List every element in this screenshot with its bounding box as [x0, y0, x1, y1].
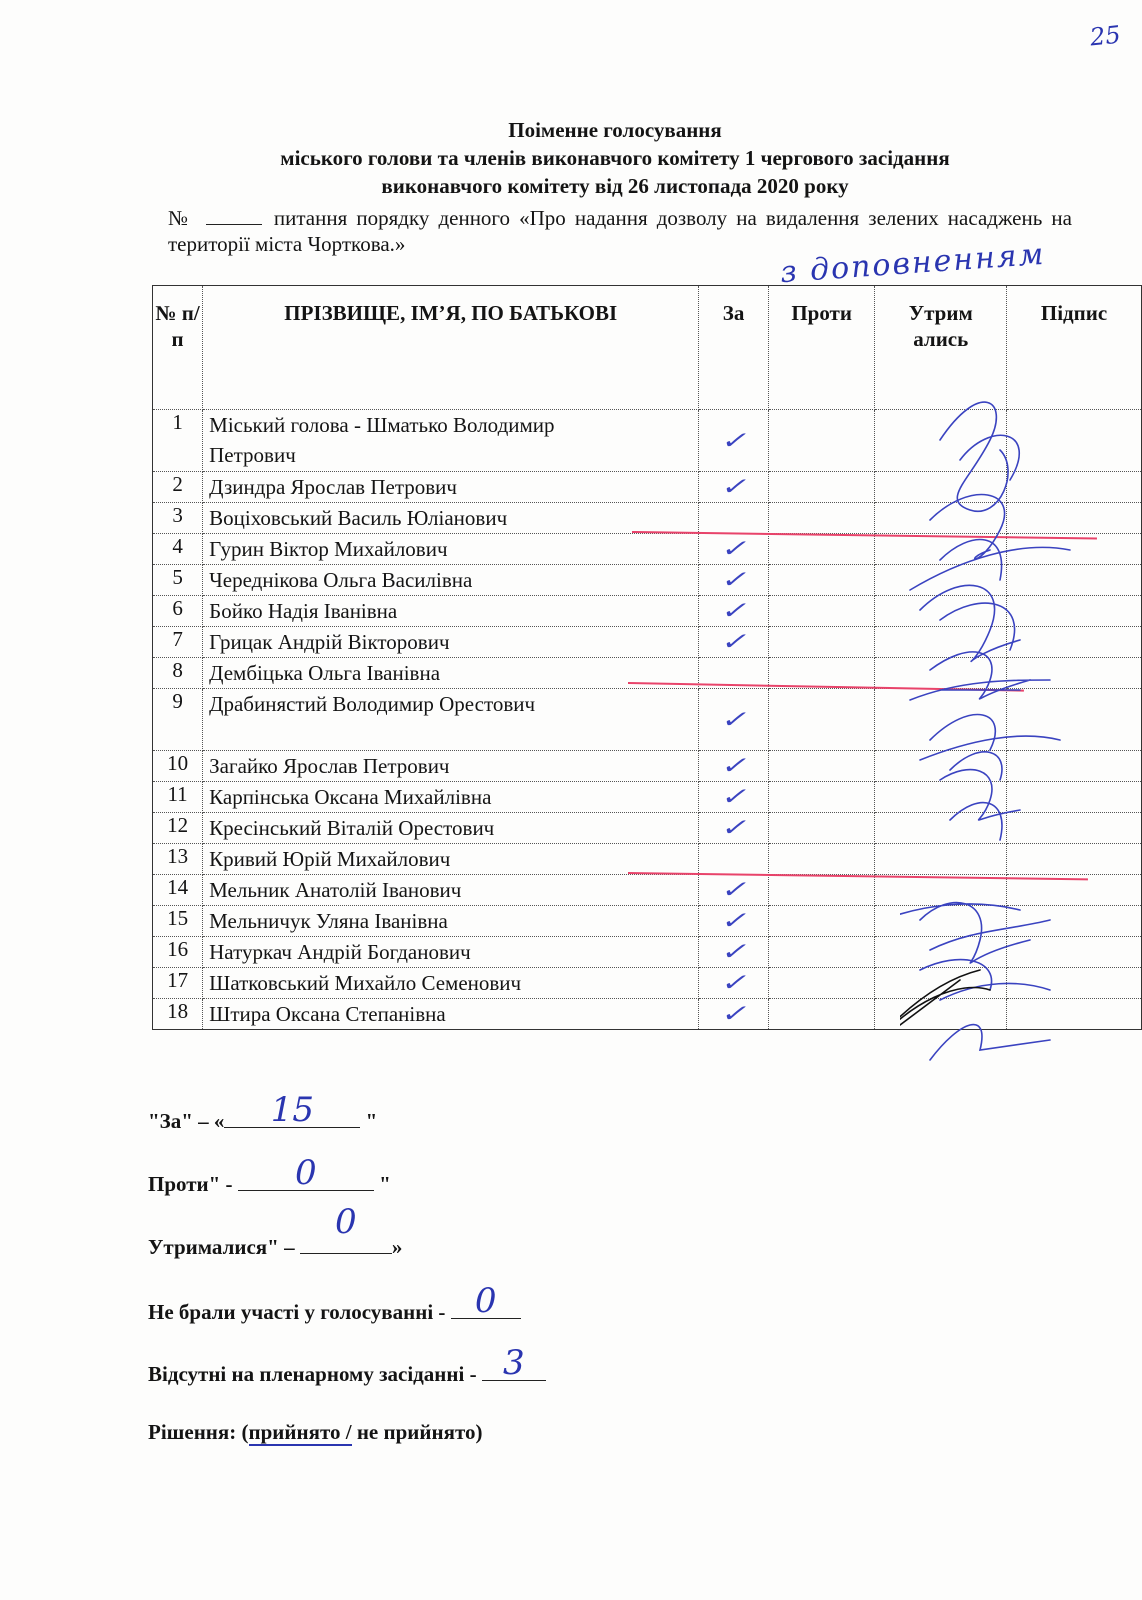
summary-abstained [148, 1202, 403, 1260]
row-number: 15 [153, 906, 203, 937]
heading-line-2: міського голови та членів виконавчого комітету 1 чергового засідання [280, 146, 950, 170]
row-vote-for [699, 906, 769, 937]
header-name: ПРІЗВИЩЕ, ІМ’Я, ПО БАТЬКОВІ [203, 286, 699, 410]
row-vote-for [699, 844, 769, 875]
summary-against-end: " [379, 1172, 391, 1196]
row-number: 1 [153, 410, 203, 472]
summary-abstained-blank [300, 1202, 392, 1254]
summary-against-value: 0 [294, 1153, 317, 1193]
row-vote-against [768, 503, 875, 534]
decision-accepted: прийнято / [248, 1420, 352, 1444]
agenda-number-sign: № [168, 206, 192, 230]
row-number: 11 [153, 782, 203, 813]
checkmark-icon: ✓ [718, 814, 749, 841]
row-name: Драбинястий Володимир Орестович [203, 689, 699, 751]
row-name: Гурин Віктор Михайлович [203, 534, 699, 565]
row-name: Кривий Юрій Михайлович [203, 844, 699, 875]
header-for: За [699, 286, 769, 410]
row-vote-for [699, 782, 769, 813]
row-name: Череднікова Ольга Василівна [203, 565, 699, 596]
heading-line-1: Поіменне голосування [508, 118, 722, 142]
summary-abstained-end: » [391, 1235, 403, 1259]
row-number: 7 [153, 627, 203, 658]
row-number: 10 [153, 751, 203, 782]
row-name: Дзиндра Ярослав Петрович [203, 472, 699, 503]
summary-for-end: " [365, 1109, 378, 1133]
row-name: Натуркач Андрій Богданович [203, 937, 699, 968]
summary-not-voted-value: 0 [474, 1281, 497, 1321]
summary-absent-label: Відсутні на пленарному засіданні - [148, 1362, 477, 1386]
summary-against-blank [238, 1153, 374, 1193]
row-vote-against [768, 472, 875, 503]
row-name: Мельничук Уляна Іванівна [203, 906, 699, 937]
row-vote-for [699, 410, 769, 472]
summary-against-label: Проти" - [148, 1172, 233, 1196]
summary-for-label: "За" – « [148, 1109, 225, 1133]
row-number: 8 [153, 658, 203, 689]
decision-prefix: Рішення: ( [148, 1420, 249, 1444]
handwritten-note: з доповненням [779, 236, 1047, 291]
row-vote-against [768, 534, 875, 565]
checkmark-icon: ✓ [718, 473, 749, 500]
row-number: 4 [153, 534, 203, 565]
row-vote-against [768, 999, 875, 1030]
summary-abstained-value: 0 [335, 1202, 357, 1242]
summary-absent [148, 1343, 546, 1387]
row-number: 3 [153, 503, 203, 534]
row-number: 17 [153, 968, 203, 999]
row-vote-for [699, 472, 769, 503]
agenda-number-blank [206, 206, 262, 225]
row-vote-against [768, 844, 875, 875]
row-name: Шатковський Михайло Семенович [203, 968, 699, 999]
row-vote-against [768, 565, 875, 596]
row-number: 2 [153, 472, 203, 503]
checkmark-icon: ✓ [718, 907, 749, 934]
checkmark-icon: ✓ [718, 566, 749, 593]
header-signature: Підпис [1007, 286, 1142, 410]
row-vote-for [699, 999, 769, 1030]
header-num: № п/п [153, 286, 203, 410]
row-number: 5 [153, 565, 203, 596]
row-vote-for [699, 596, 769, 627]
document-heading [150, 116, 1080, 200]
checkmark-icon: ✓ [718, 876, 749, 903]
header-abstained: Утрим ались [875, 286, 1007, 410]
summary-decision [148, 1420, 482, 1445]
row-vote-against [768, 906, 875, 937]
row-name: Кресінський Віталій Орестович [203, 813, 699, 844]
checkmark-icon: ✓ [718, 969, 749, 996]
row-vote-against [768, 937, 875, 968]
row-name: Мельник Анатолій Іванович [203, 875, 699, 906]
row-vote-for [699, 689, 769, 751]
decision-rest: не прийнято) [351, 1420, 483, 1444]
row-name: Карпінська Оксана Михайлівна [203, 782, 699, 813]
summary-absent-blank [482, 1343, 546, 1383]
row-number: 13 [153, 844, 203, 875]
row-vote-for [699, 503, 769, 534]
summary-not-voted-label: Не брали участі у голосуванні - [148, 1300, 446, 1324]
row-vote-against [768, 782, 875, 813]
row-number: 6 [153, 596, 203, 627]
row-vote-for [699, 813, 769, 844]
row-name: Штира Оксана Степанівна [203, 999, 699, 1030]
row-name: Дембіцька Ольга Іванівна [203, 658, 699, 689]
page-number: 25 [1088, 20, 1122, 52]
row-vote-against [768, 596, 875, 627]
summary-for-blank [224, 1090, 360, 1130]
checkmark-icon: ✓ [718, 628, 749, 655]
row-vote-against [768, 627, 875, 658]
checkmark-icon: ✓ [718, 752, 749, 779]
checkmark-icon: ✓ [718, 783, 749, 810]
row-name: Грицак Андрій Вікторович [203, 627, 699, 658]
summary-absent-value: 3 [503, 1343, 525, 1383]
row-vote-against [768, 813, 875, 844]
signatures-image [900, 360, 1100, 1080]
row-vote-for [699, 534, 769, 565]
row-vote-against [768, 751, 875, 782]
row-vote-against [768, 689, 875, 751]
row-vote-against [768, 968, 875, 999]
row-name: Загайко Ярослав Петрович [203, 751, 699, 782]
row-vote-against [768, 410, 875, 472]
summary-for-value: 15 [270, 1090, 315, 1130]
heading-line-3: виконавчого комітету від 26 листопада 2020 року [381, 174, 849, 198]
row-name: Міський голова - Шматько Володимир Петрович [203, 410, 699, 472]
checkmark-icon: ✓ [718, 535, 749, 562]
row-number: 16 [153, 937, 203, 968]
summary-for [148, 1090, 378, 1134]
row-vote-for [699, 968, 769, 999]
checkmark-icon: ✓ [718, 938, 749, 965]
row-vote-for [699, 627, 769, 658]
header-against: Проти [768, 286, 875, 410]
agenda-text: питання порядку денного «Про надання дозволу на видалення зелених насаджень на території міста Чорткова.» [168, 206, 1072, 256]
row-number: 9 [153, 689, 203, 751]
row-number: 14 [153, 875, 203, 906]
row-number: 18 [153, 999, 203, 1030]
summary-abstained-label: Утрималися" – [148, 1235, 295, 1259]
summary-not-voted-blank [451, 1281, 521, 1321]
row-vote-against [768, 875, 875, 906]
row-vote-for [699, 875, 769, 906]
summary-against [148, 1153, 391, 1197]
row-number: 12 [153, 813, 203, 844]
checkmark-icon: ✓ [718, 597, 749, 624]
row-vote-for [699, 751, 769, 782]
row-vote-for [699, 937, 769, 968]
row-name: Бойко Надія Іванівна [203, 596, 699, 627]
summary-not-voted [148, 1281, 521, 1325]
row-vote-against [768, 658, 875, 689]
row-vote-for [699, 565, 769, 596]
row-name: Воціховський Василь Юліанович [203, 503, 699, 534]
checkmark-icon: ✓ [718, 705, 749, 733]
checkmark-icon: ✓ [718, 426, 749, 454]
checkmark-icon: ✓ [718, 1000, 749, 1027]
